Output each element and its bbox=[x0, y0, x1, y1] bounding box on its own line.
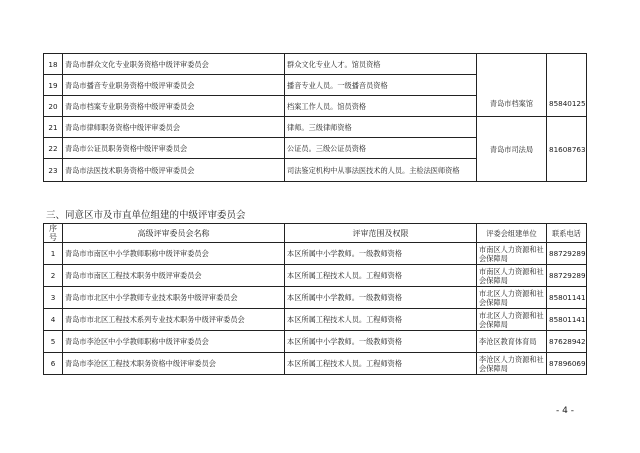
committee-name: 青岛市律师职务资格中级评审委员会 bbox=[63, 117, 285, 138]
table-row bbox=[44, 353, 587, 375]
committee-name: 青岛市市南区中小学教师职称中级评审委员会 bbox=[63, 243, 285, 265]
row-number: 1 bbox=[44, 243, 63, 265]
review-scope: 本区所属工程技术人员。工程师资格 bbox=[285, 353, 477, 375]
review-scope: 公证员。三级公证员资格 bbox=[285, 138, 477, 159]
district-committee-table bbox=[43, 223, 587, 375]
row-number: 4 bbox=[44, 309, 63, 331]
organizing-unit: 市南区人力资源和社会保障局 bbox=[477, 265, 547, 287]
contact-phone: 87628942 bbox=[547, 331, 587, 353]
table-row bbox=[44, 309, 587, 331]
committee-name: 青岛市市北区中小学教师专业技术职务中级评审委员会 bbox=[63, 287, 285, 309]
row-number: 3 bbox=[44, 287, 63, 309]
header-phone: 联系电话 bbox=[547, 224, 587, 243]
committee-name: 青岛市公证员职务资格中级评审委员会 bbox=[63, 138, 285, 159]
section-heading: 三、同意区市及市直单位组建的中级评审委员会 bbox=[46, 210, 246, 221]
organizing-unit: 青岛市司法局 bbox=[477, 117, 547, 182]
committee-name: 青岛市李沧区中小学教师职称中级评审委员会 bbox=[63, 331, 285, 353]
review-scope: 司法鉴定机构中从事法医技术的人员。主检法医师资格 bbox=[285, 159, 477, 182]
review-scope: 本区所属中小学教师。一级教师资格 bbox=[285, 331, 477, 353]
table-row bbox=[44, 331, 587, 353]
contact-phone: 85840125 bbox=[547, 54, 587, 117]
review-scope: 本区所属工程技术人员。工程师资格 bbox=[285, 309, 477, 331]
table-row bbox=[44, 117, 587, 138]
row-number: 2 bbox=[44, 265, 63, 287]
committee-name: 青岛市市北区工程技术系列专业技术职务中级评审委员会 bbox=[63, 309, 285, 331]
review-scope: 本区所属中小学教师。一级教师资格 bbox=[285, 243, 477, 265]
contact-phone: 85801141 bbox=[547, 287, 587, 309]
organizing-unit: 李沧区教育体育局 bbox=[477, 331, 547, 353]
row-number: 22 bbox=[44, 138, 63, 159]
organizing-unit: 市北区人力资源和社会保障局 bbox=[477, 309, 547, 331]
committee-name: 青岛市李沧区工程技术职务资格中级评审委员会 bbox=[63, 353, 285, 375]
page-number: - 4 - bbox=[556, 406, 574, 416]
organizing-unit: 青岛市档案馆 bbox=[477, 54, 547, 117]
row-number: 21 bbox=[44, 117, 63, 138]
committee-name: 青岛市档案专业职务资格中级评审委员会 bbox=[63, 96, 285, 117]
contact-phone: 81608763 bbox=[547, 117, 587, 182]
committee-name: 青岛市群众文化专业职务资格中级评审委员会 bbox=[63, 54, 285, 75]
header-org: 评委会组建单位 bbox=[477, 224, 547, 243]
review-scope: 群众文化专业人才。馆员资格 bbox=[285, 54, 477, 75]
organizing-unit: 市北区人力资源和社会保障局 bbox=[477, 287, 547, 309]
header-scope: 评审范围及权限 bbox=[285, 224, 477, 243]
committee-name: 青岛市法医技术职务资格中级评审委员会 bbox=[63, 159, 285, 182]
review-scope: 律师。三级律师资格 bbox=[285, 117, 477, 138]
contact-phone: 87896069 bbox=[547, 353, 587, 375]
table-row bbox=[44, 287, 587, 309]
row-number: 20 bbox=[44, 96, 63, 117]
row-number: 18 bbox=[44, 54, 63, 75]
table-row bbox=[44, 265, 587, 287]
organizing-unit: 市南区人力资源和社会保障局 bbox=[477, 243, 547, 265]
committee-name: 青岛市市南区工程技术职务中级评审委员会 bbox=[63, 265, 285, 287]
review-scope: 档案工作人员。馆员资格 bbox=[285, 96, 477, 117]
row-number: 19 bbox=[44, 75, 63, 96]
row-number: 23 bbox=[44, 159, 63, 182]
table-row bbox=[44, 243, 587, 265]
table-header-row bbox=[44, 224, 587, 243]
committee-name: 青岛市播音专业职务资格中级评审委员会 bbox=[63, 75, 285, 96]
organizing-unit: 李沧区人力资源和社会保障局 bbox=[477, 353, 547, 375]
contact-phone: 88729289 bbox=[547, 265, 587, 287]
header-name: 高级评审委员会名称 bbox=[63, 224, 285, 243]
contact-phone: 88729289 bbox=[547, 243, 587, 265]
row-number: 6 bbox=[44, 353, 63, 375]
top-committee-table bbox=[43, 53, 587, 182]
table-row bbox=[44, 54, 587, 75]
contact-phone: 85801141 bbox=[547, 309, 587, 331]
header-no: 序号 bbox=[44, 224, 63, 243]
review-scope: 本区所属中小学教师。一级教师资格 bbox=[285, 287, 477, 309]
review-scope: 本区所属工程技术人员。工程师资格 bbox=[285, 265, 477, 287]
review-scope: 播音专业人员。一级播音员资格 bbox=[285, 75, 477, 96]
row-number: 5 bbox=[44, 331, 63, 353]
